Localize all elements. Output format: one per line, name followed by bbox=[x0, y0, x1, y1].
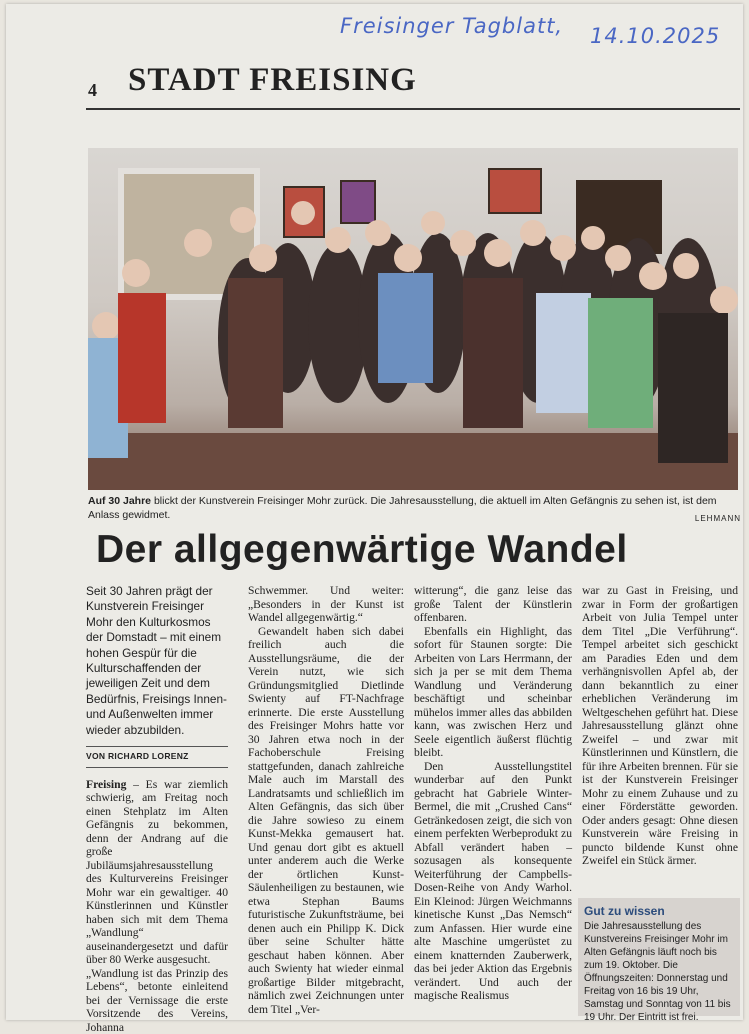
article-paragraph: „Wandlung ist das Prinzip des Lebens“, betonte einleitend bei der Vernissage die erste Vorsitzende des Vereins, Johanna bbox=[86, 966, 228, 1034]
article-byline: VON RICHARD LORENZ bbox=[86, 746, 228, 768]
info-box-text: Die Jahresausstellung des Kunstvereins Freisinger Mohr im Alten Gefängnis läuft noch bis zum 19. Oktober. Die Öffnungszeiten: Donnerstag und Freitag von 16 bis 19 Uhr, Samstag und Sonntag von 11 bis 19 Uhr. Der Eintritt ist frei. bbox=[584, 921, 731, 1023]
article-paragraph: Schwemmer. Und weiter: „Besonders in der Kunst ist Wandel allgegenwärtig.“ bbox=[248, 584, 404, 624]
article-headline: Der allgegenwärtige Wandel bbox=[96, 528, 628, 571]
article-paragraph: war zu Gast in Freising, und zwar in Form der großartigen Arbeit von Julia Tempel unter dem Titel „Die Verführung“. Tempel arbeitet sich geschickt am Paradies Eden und dem verhängnisvollen Apfel ab, der dann bekanntlich zu einer erheblichen Veränderung im Weltgeschehen geführt hat. Diese Jahresausstellung glänzt ohne Zweifel – und zwar mit Künstlerinnen und Künstlern, die für ihre Arbeiten brennen. Für sie ist der Kunstverein Freisinger Mohr zu einem Zuhause und zu einer Förderstätte geworden. Oder anders gesagt: Ohne diesen Kunstverein wäre Freising in puncto bildende Kunst ohne Zweifel ein Stück ärmer. bbox=[582, 584, 738, 867]
article-dateline: Freising bbox=[86, 777, 127, 791]
article-paragraph: Den Ausstellungstitel wunderbar auf den Punkt gebracht hat Gabriele Winter-Bermel, die mit „Crushed Cans“ Getränkedosen zeigt, die sich von einem perfekten Werbeprodukt zu Abfall verändert haben – sozusagen als konsequente Weiterführung der Campbells-Dosen-Reihe von Andy Warhol. Ein Kleinod: Jürgen Weichmanns kinetische Kunst „Das Nemsch“ zum Anfassen. Hier wurde eine alte Maschine umgerüstet zu einem knatternden Zauberwerk, das bei jeder Aktion das Ergebnis verändert. Und auch der magische Realismus bbox=[414, 759, 572, 1002]
info-box-title: Gut zu wissen bbox=[584, 904, 665, 918]
caption-text: blickt der Kunstverein Freisinger Mohr zurück. Die Jahresausstellung, die aktuell im Alten Gefängnis zu sehen ist, ist dem Anlass gewidmet. bbox=[88, 495, 717, 521]
article-paragraph: Ebenfalls ein Highlight, das sofort für Staunen sorgte: Die Arbeiten von Lars Herrmann, der sich ja per se mit dem Thema Wandlung und Veränderung beschäftigt und scheinbar mühelos immer alles das abbilden kann, was zwischen Herz und Seele eigentlich äußerst flüchtig bleibt. bbox=[414, 624, 572, 759]
article-column-2 bbox=[248, 584, 404, 1016]
article-paragraph: Freising – Es war ziemlich schwierig, am Freitag noch einen Stehplatz im Alten Gefängnis zu bekommen, denn der Andrang auf die große Jubiläumsjahresausstellung des Kulturvereins Freisinger Mohr war ein gewaltiger. 40 Künstlerinnen und Künstler haben sich mit dem Thema „Wandlung“ auseinandergesetzt und dafür über 80 Werke ausgesucht. bbox=[86, 777, 228, 967]
article-paragraph: Gewandelt haben sich dabei freilich auch die Ausstellungsräume, die der Verein nutzt, wie sich Gründungsmitglied Dietlinde Swienty auf FT-Nachfrage erinnerte. Die erste Ausstellung des Freisinger Mohrs hatte vor 30 Jahren etwa noch in der Fachoberschule Freising stattgefunden, danach zahlreiche Male auch im Marstall des Landratsamts und schließlich im Alten Gefängnis, das sich über die Jahre sowieso zu einem Kunst-Mekka gemausert hat. Und genau dort gibt es aktuell unter anderem auch die Werke der örtlichen Kunst-Säulenheiligen zu bestaunen, wie etwa Stephan Baums futuristische Zukunftsträume, bei denen auch ein Philipp K. Dick über seine Schulter hätte geschaut haben können. Aber auch Swienty hat wieder einmal großartige Bilder mitgebracht, nämlich zwei Zeichnungen unter dem Titel „Ver- bbox=[248, 624, 404, 1016]
handwritten-date: 14.10.2025 bbox=[590, 24, 721, 48]
article-column-1 bbox=[86, 584, 228, 1034]
article-column-4 bbox=[582, 584, 738, 868]
section-title: STADT FREISING bbox=[128, 62, 417, 98]
photo-caption bbox=[88, 494, 738, 522]
handwritten-annotation bbox=[340, 14, 721, 48]
header-rule bbox=[86, 108, 740, 110]
info-box bbox=[578, 898, 740, 1023]
page-number: 4 bbox=[88, 80, 97, 100]
group-photo bbox=[88, 148, 738, 490]
article-lead: Seit 30 Jahren prägt der Kunstverein Freisinger Mohr den Kulturkosmos der Domstadt – mit einem hohen Gespür für die Kulturschaffenden der jeweiligen Zeit und dem Bedürfnis, Freisings Innen- und Außenwelten immer wieder abzubilden. bbox=[86, 584, 227, 737]
caption-lead: Auf 30 Jahre bbox=[88, 495, 152, 507]
photo-crowd bbox=[88, 148, 738, 490]
photo-credit: LEHMANN bbox=[694, 514, 741, 523]
article-column-3 bbox=[414, 584, 572, 1003]
article-paragraph: witterung“, die ganz leise das große Talent der Künstlerin offenbaren. bbox=[414, 584, 572, 624]
handwritten-source: Freisinger Tagblatt, bbox=[340, 14, 564, 38]
